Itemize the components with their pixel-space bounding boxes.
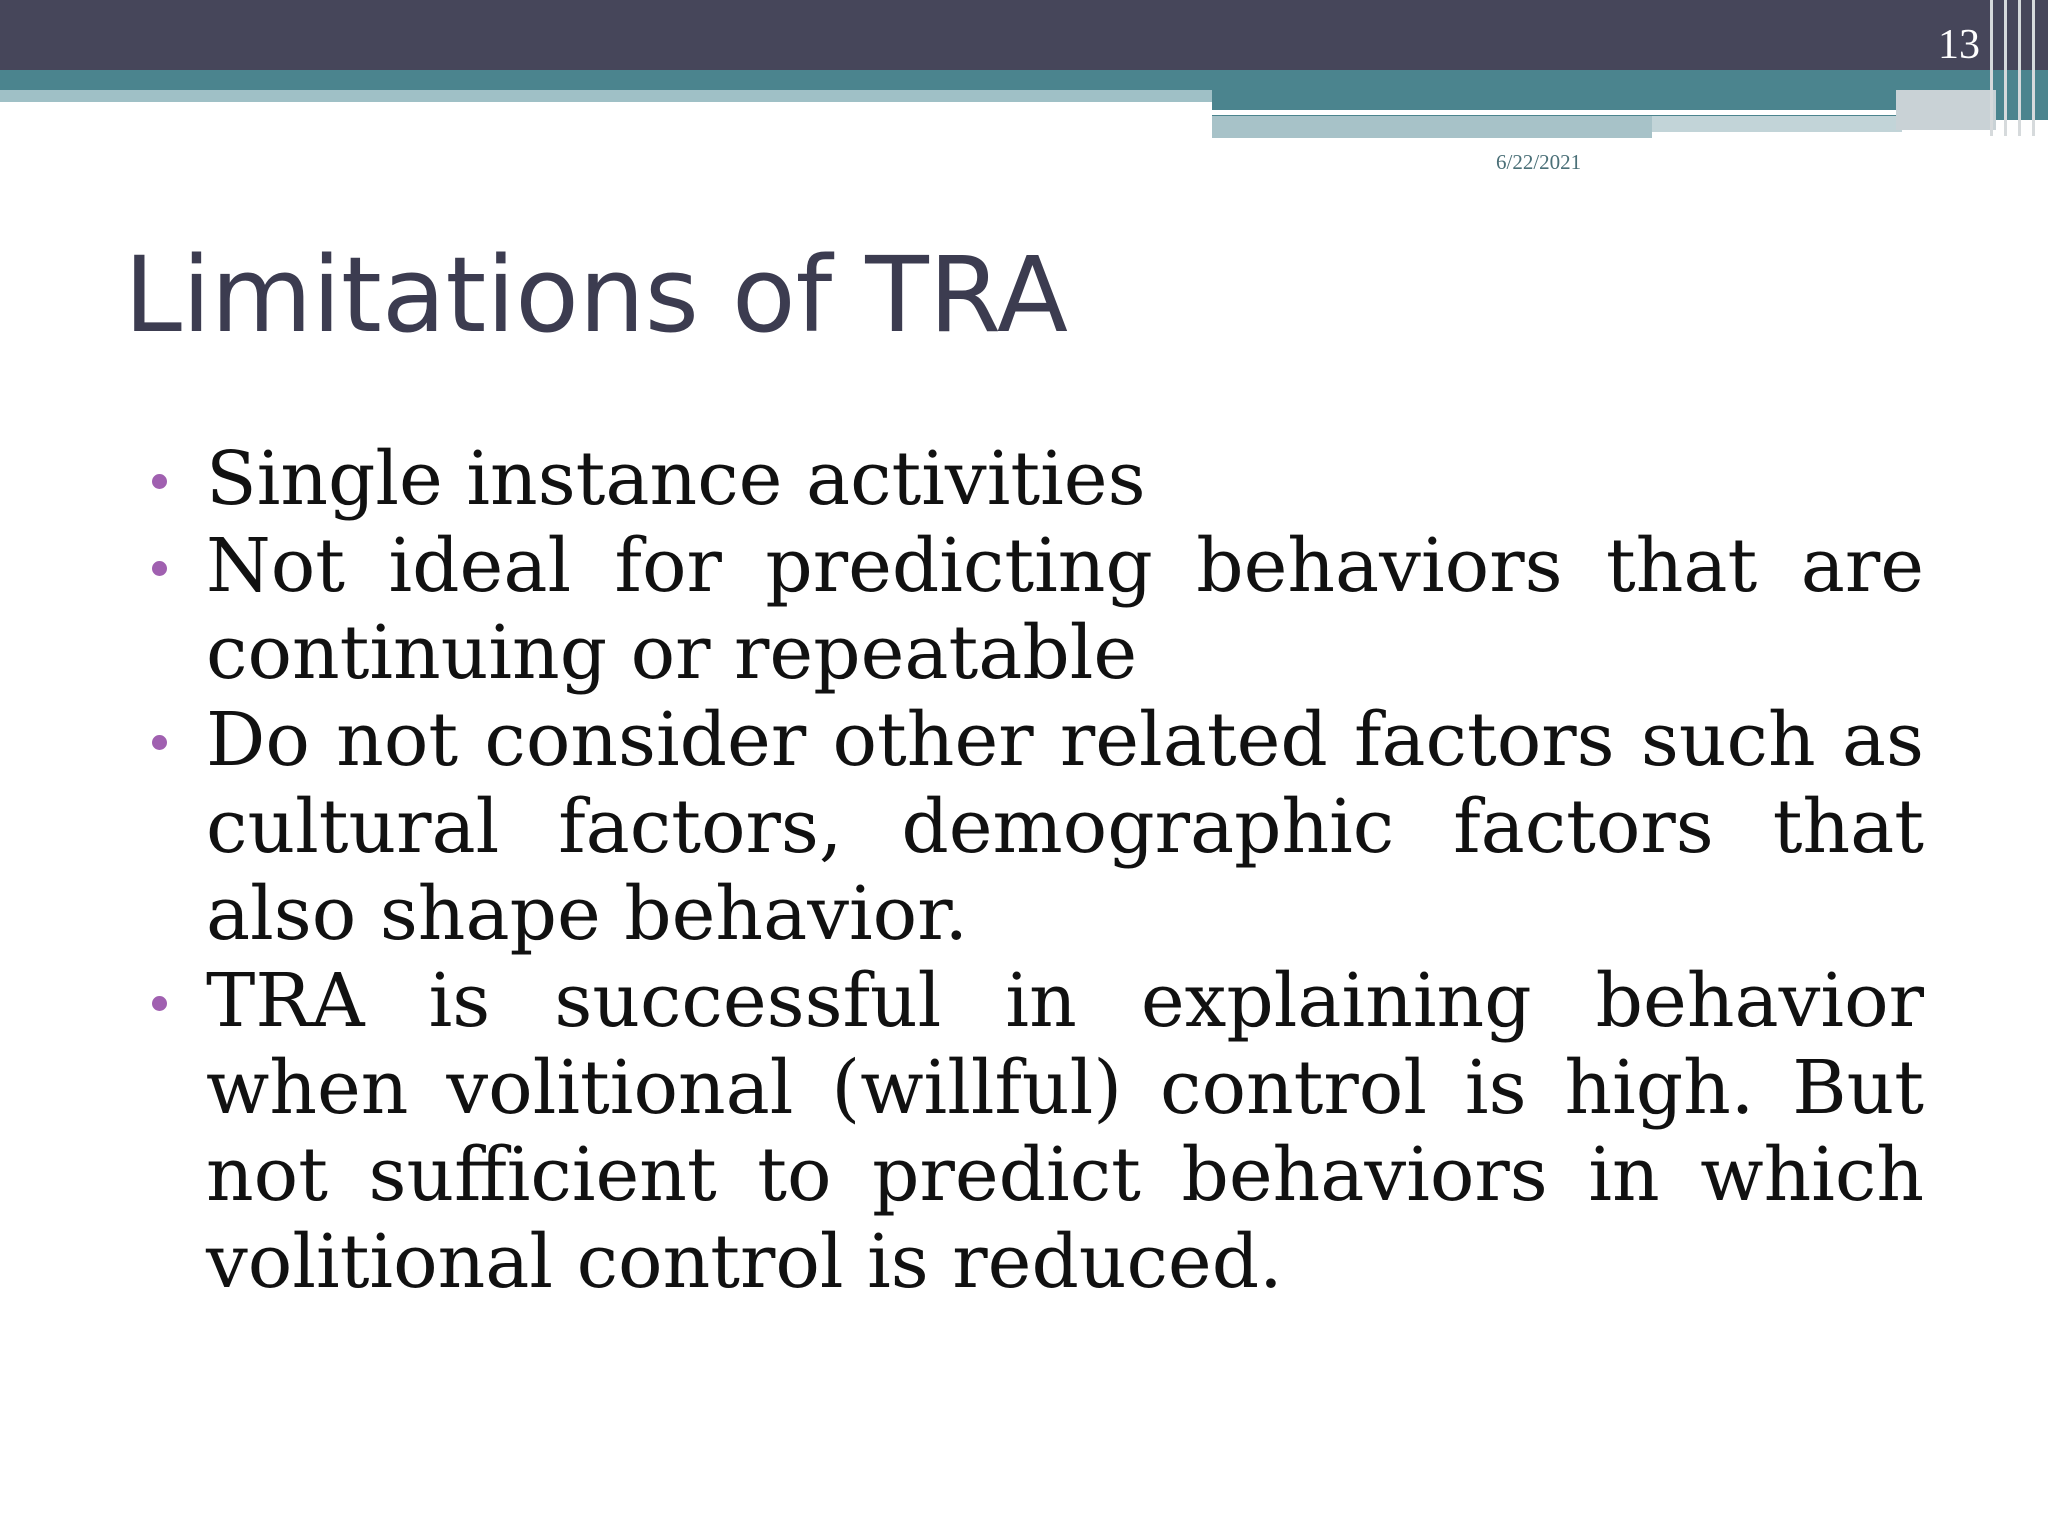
header-band-line <box>1212 110 1897 115</box>
bullet-item <box>142 697 1924 958</box>
header-divider-line <box>2004 0 2007 136</box>
bullet-marker-icon <box>152 996 167 1011</box>
slide-title: Limitations of TRA <box>124 234 1069 356</box>
bullet-text: Not ideal for predicting behaviors that are continuing or repeatable <box>206 523 1924 696</box>
header-band-teal <box>0 70 2048 90</box>
header-band-light <box>0 90 1212 102</box>
bullet-text: TRA is successful in explaining behavior when volitional (willful) control is high. But not sufficient to predict behaviors in which volitional control is reduced. <box>206 958 1924 1305</box>
page-number: 13 <box>1938 22 1980 68</box>
bullet-marker-icon <box>152 735 167 750</box>
bullet-marker-icon <box>152 474 167 489</box>
header-band-grey <box>1896 90 1996 130</box>
header-divider-line <box>1990 0 1993 136</box>
header-band-right-pale-secondary <box>1652 116 1902 132</box>
bullet-text: Do not consider other related factors such as cultural factors, demographic factors that also shape behavior. <box>206 697 1924 957</box>
header-band-dark <box>0 0 2048 70</box>
bullet-item <box>142 523 1924 697</box>
header-band-right-pale <box>1212 116 1652 138</box>
slide-date: 6/22/2021 <box>1496 150 1582 174</box>
bullet-text: Single instance activities <box>206 436 1146 522</box>
header-divider-line <box>2032 0 2035 136</box>
bullet-list <box>142 436 1924 1306</box>
bullet-item <box>142 958 1924 1306</box>
header-divider-line <box>2018 0 2021 136</box>
bullet-item <box>142 436 1924 523</box>
bullet-marker-icon <box>152 561 167 576</box>
